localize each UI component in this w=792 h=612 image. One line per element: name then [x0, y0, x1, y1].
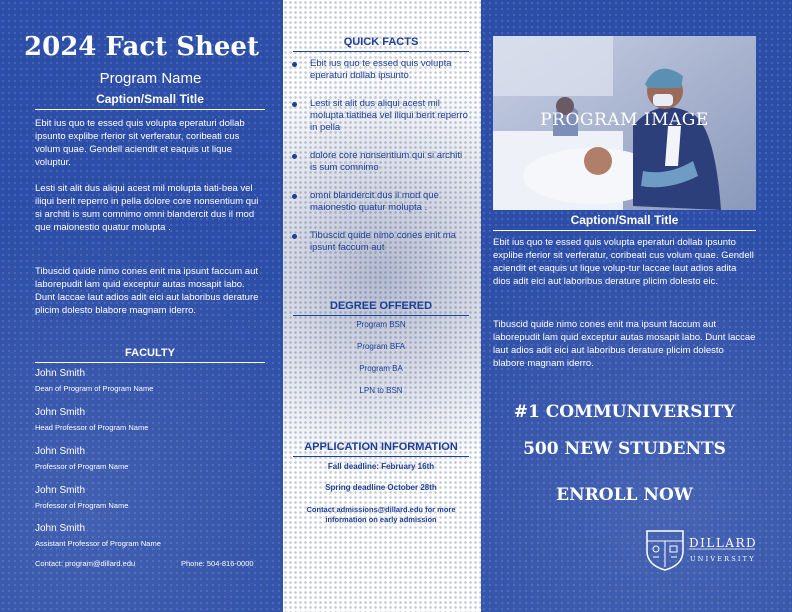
degree-heading: DEGREE OFFERED: [293, 300, 469, 316]
right-paragraph-2: Tibuscid quide nimo cones enit ma ipsunt faccum aut laborepudit lam quid exceptur autas mosapit labo. Dunt laccae laut adios adit eici aut laboribus derature plicim dolesto blabore magnam iderro.: [493, 319, 756, 369]
degree-item: Program BFA: [356, 342, 405, 351]
page-title: 2024 Fact Sheet: [24, 32, 259, 62]
bullet-icon: [292, 62, 297, 67]
faculty-member: [35, 485, 265, 510]
degree-item: LPN to BSN: [359, 386, 403, 395]
logo-subtitle: UNIVERSITY: [690, 555, 756, 563]
faculty-heading: FACULTY: [35, 347, 265, 363]
faculty-member: [35, 368, 265, 393]
faculty-name: John Smith: [35, 485, 86, 496]
list-item: Lesti sit alit dus aliqui acest mil molupta tiatibea vel iliqui berit reperro in pella: [290, 98, 470, 134]
left-caption: Caption/Small Title: [35, 92, 265, 110]
faculty-name: John Smith: [35, 446, 86, 457]
enroll-now-button[interactable]: ENROLL NOW: [556, 485, 693, 505]
left-paragraph-2: Lesti sit alit dus aliqui acest mil molupta tiati-bea vel iliqui berit reperro in pella dolore core nonsentium qui si architi is sum comnimo omni blandercit dus il mod que maionestio quatur molupta .: [35, 183, 259, 233]
faculty-title: Assistant Professor of Program Name: [35, 539, 161, 548]
fall-deadline: Fall deadline: February 16th: [327, 462, 435, 471]
faculty-member: [35, 523, 265, 548]
bullet-icon: [292, 194, 297, 199]
quick-facts-list: [290, 58, 470, 270]
right-paragraph-1: Ebit ius quo te essed quis volupta eperaturi dollab ipsunto explibe rferior sit verferatur, coribeati cus volum quae. Gendell aciendit et eaquis ut lique volup-tur laccae laut adios adita dios adit eici aut laboribus derature plicim dolesto eic.: [493, 237, 754, 287]
quick-facts-heading: QUICK FACTS: [293, 36, 469, 52]
faculty-name: John Smith: [35, 368, 86, 379]
application-heading: APPLICATION INFORMATION: [293, 441, 469, 457]
admissions-contact-line-1[interactable]: Contact admissions@dillard.edu for more: [306, 505, 456, 514]
list-item: Ebit ius quo te essed quis volupta eperaturi dollab ipsunto: [290, 58, 470, 82]
contact-email[interactable]: Contact: program@dillard.edu: [35, 559, 136, 568]
admissions-contact-line-2: information on early admission: [325, 515, 437, 524]
program-photo: [493, 36, 756, 210]
contact-phone: Phone: 504-816-0000: [181, 559, 254, 568]
list-item: dolore core nonsentium qui si architi is sum comnimo: [290, 150, 470, 174]
faculty-name: John Smith: [35, 407, 86, 418]
bullet-icon: [292, 154, 297, 159]
faculty-title: Dean of Program of Program Name: [35, 384, 154, 393]
faculty-title: Professor of Program Name: [35, 462, 129, 471]
left-paragraph-3: Tibuscid quide nimo cones enit ma ipsunt faccum aut laborepudit lam quid exceptur autas mosapit labo. Dunt laccae laut adios adit eici aut laboribus derature plicim dolesto blabore magnam iderro.: [35, 266, 259, 316]
list-item: Tibuscid quide nimo cones enit ma ipsunt faccum aut: [290, 230, 470, 254]
faculty-name: John Smith: [35, 523, 86, 534]
degree-item: Program BA: [359, 364, 403, 373]
bullet-icon: [292, 234, 297, 239]
spring-deadline: Spring deadline October 28th: [325, 483, 437, 492]
left-paragraph-1: Ebit ius quo te essed quis volupta eperaturi dollab ipsunto explibe rferior sit verferatur, coribeati cus volum quae. Gendell aciendit et eaquis ut lique voluptur.: [35, 118, 245, 168]
program-name: Program Name: [99, 70, 202, 87]
contact-row: [35, 559, 265, 568]
banner-ranking: #1 COMMUNIVERSITY: [513, 402, 736, 422]
right-caption: Caption/Small Title: [493, 213, 756, 231]
logo-name: DILLARD: [689, 536, 758, 550]
list-item: omni blandercit dus il mod que maionestio quatur molupta .: [290, 190, 470, 214]
faculty-member: [35, 446, 265, 471]
degree-item: Program BSN: [356, 320, 406, 329]
program-image-label: PROGRAM IMAGE: [540, 110, 709, 130]
faculty-title: Professor of Program Name: [35, 501, 129, 510]
banner-students: 500 NEW STUDENTS: [523, 439, 726, 459]
faculty-title: Head Professor of Program Name: [35, 423, 149, 432]
bullet-icon: [292, 102, 297, 107]
faculty-member: [35, 407, 265, 432]
